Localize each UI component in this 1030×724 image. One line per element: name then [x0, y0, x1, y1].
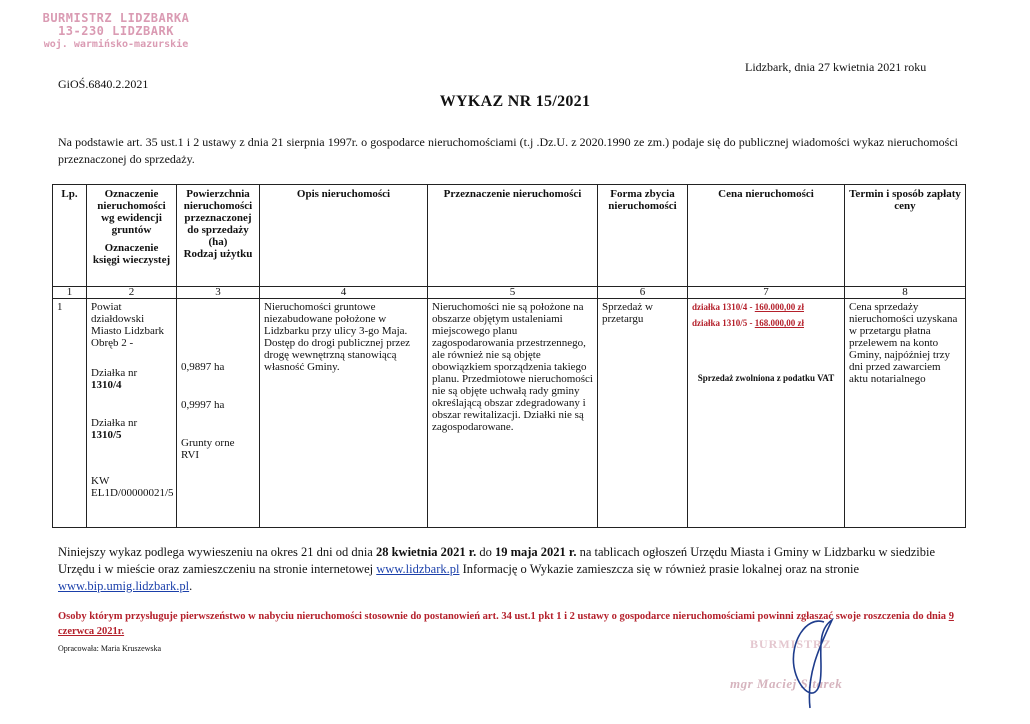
link-bip[interactable]: www.bip.umig.lidzbark.pl: [58, 579, 190, 593]
table-header-row: [53, 185, 966, 287]
office-stamp: [26, 12, 206, 51]
header-lp: Lp.: [53, 185, 87, 287]
header-purpose: Przeznaczenie nieruchomości: [428, 185, 598, 287]
price-plot1: [692, 301, 840, 313]
row-payment: Cena sprzedaży nieruchomości uzyskana w przetargu płatna przelewem na konto Gminy, najpóźniej trzy dni przed zawarciem aktu notarialnego: [845, 299, 966, 528]
header-land-registry: Oznaczenie nieruchomości wg ewidencji gruntów: [97, 188, 166, 236]
column-number: 7: [688, 287, 845, 299]
plot1-area: 0,9897 ha: [181, 361, 225, 373]
plot2-label: Działka nr: [91, 417, 138, 429]
column-number: 4: [260, 287, 428, 299]
plot1-label: Działka nr: [91, 367, 138, 379]
price-plot2-value: 168.000,00 zł: [754, 318, 805, 328]
column-number: 5: [428, 287, 598, 299]
stamp-line-3: woj. warmińsko-mazurskie: [43, 39, 189, 50]
notice-text: na tablicach ogłoszeń Urzędu Miasta i Gminy w Lidzbarku w siedzibie Urzędu i w mieście oraz zamieszczeniu na stronie internetowej: [58, 545, 936, 576]
publication-notice: [58, 544, 963, 595]
row-purpose: Nieruchomości nie są położone na obszarze objętym ustaleniami miejscowego planu zagospodarowania przestrzennego, ale również nie są objęte obowiązkiem sporządzenia takiego planu. Przedmiotowe nieruchomości nie są objęte uchwałą rady gminy określającą obszar zdegradowany i obszar rewitalizacji. Działki nie są zagospodarowane.: [428, 299, 598, 528]
notice-date-from: 28 kwietnia 2021 r.: [375, 545, 477, 559]
kw-label: KW: [91, 475, 110, 487]
stamp-line-1: BURMISTRZ LIDZBARKA: [42, 11, 190, 25]
link-lidzbark[interactable]: www.lidzbark.pl: [376, 562, 460, 576]
row-description: Nieruchomości gruntowe niezabudowane położone w Lidzbarku przy ulicy 3-go Maja. Dostęp do drogi publicznej przez drogę wewnętrzną stanowiącą własność Gminy.: [260, 299, 428, 528]
row-price: [688, 299, 845, 528]
warning-text: Osoby którym przysługuje pierwszeństwo w nabyciu nieruchomości stosownie do postanowień art. 34 ust.1 pkt 1 i 2 ustawy o gospodarce nieruchomościami powinni zgłaszać swoje roszczenia do dnia: [58, 611, 947, 622]
header-sale-form: Forma zbycia nieruchomości: [598, 185, 688, 287]
header-description: Opis nieruchomości: [260, 185, 428, 287]
header-land-book: Oznaczenie księgi wieczystej: [92, 242, 171, 266]
notice-text: do: [479, 545, 492, 559]
kw-number: EL1D/00000021/5: [91, 487, 174, 499]
place-date: Lidzbark, dnia 27 kwietnia 2021 roku: [745, 60, 927, 74]
reference-number: GiOŚ.6840.2.2021: [58, 77, 149, 91]
property-table: [52, 184, 966, 528]
document-title: WYKAZ NR 15/2021: [439, 93, 591, 110]
plot2-number: 1310/5: [91, 429, 122, 441]
column-number: 3: [177, 287, 260, 299]
price-plot1-label: działka 1310/4 -: [692, 302, 753, 312]
vat-exemption: Sprzedaż zwolniona z podatku VAT: [697, 373, 835, 383]
stamp-line-2: 13-230 LIDZBARK: [58, 24, 174, 38]
row-sale-form: Sprzedaż w przetargu: [598, 299, 688, 528]
header-area: [177, 185, 260, 287]
prepared-by: Opracowała: Maria Kruszewska: [58, 644, 162, 653]
price-plot1-value: 160.000,00 zł: [754, 302, 805, 312]
header-land-designation: [87, 185, 177, 287]
row-land-designation: [87, 299, 177, 528]
notice-text: Informację o Wykazie zamieszcza się w również prasie lokalnej oraz na stronie: [462, 562, 859, 576]
plot2-area: 0,9997 ha: [181, 399, 225, 411]
land-use: Grunty orne RVI: [181, 437, 235, 461]
column-number: 8: [845, 287, 966, 299]
header-price: Cena nieruchomości: [688, 185, 845, 287]
price-plot2: [692, 317, 840, 329]
column-number: 1: [53, 287, 87, 299]
notice-date-to: 19 maja 2021 r.: [494, 545, 577, 559]
price-plot2-label: działka 1310/5 -: [692, 318, 753, 328]
header-area-ha: Powierzchnia nieruchomości przeznaczonej do sprzedaży (ha): [183, 188, 253, 248]
plot1-number: 1310/4: [91, 379, 122, 391]
intro-paragraph: Na podstawie art. 35 ust.1 i 2 ustawy z dnia 21 sierpnia 1997r. o gospodarce nieruchomościami (t.j .Dz.U. z 2020.1990 ze zm.) podaje się do publicznej wiadomości wykaz nieruchomości przeznaczonej do sprzedaży.: [58, 135, 958, 166]
column-number: 2: [87, 287, 177, 299]
notice-period: .: [189, 579, 193, 593]
signature-scribble-icon: [776, 612, 846, 712]
row-location: Powiat działdowski Miasto Lidzbark Obręb 2 -: [91, 301, 165, 349]
signature-name: mgr Maciej Sitarek: [730, 676, 843, 691]
row-lp: 1: [53, 299, 87, 528]
header-payment: Termin i sposób zapłaty ceny: [845, 185, 966, 287]
column-number: 6: [598, 287, 688, 299]
header-land-use: Rodzaj użytku: [183, 248, 253, 260]
table-row: [53, 299, 966, 528]
warning-deadline: 9 czerwca 2021r.: [58, 611, 954, 637]
column-number-row: [53, 287, 966, 299]
row-area: [177, 299, 260, 528]
notice-text: Niniejszy wykaz podlega wywieszeniu na okres 21 dni od dnia: [58, 545, 373, 559]
signature-stamp: BURMISTRZ: [750, 637, 832, 651]
